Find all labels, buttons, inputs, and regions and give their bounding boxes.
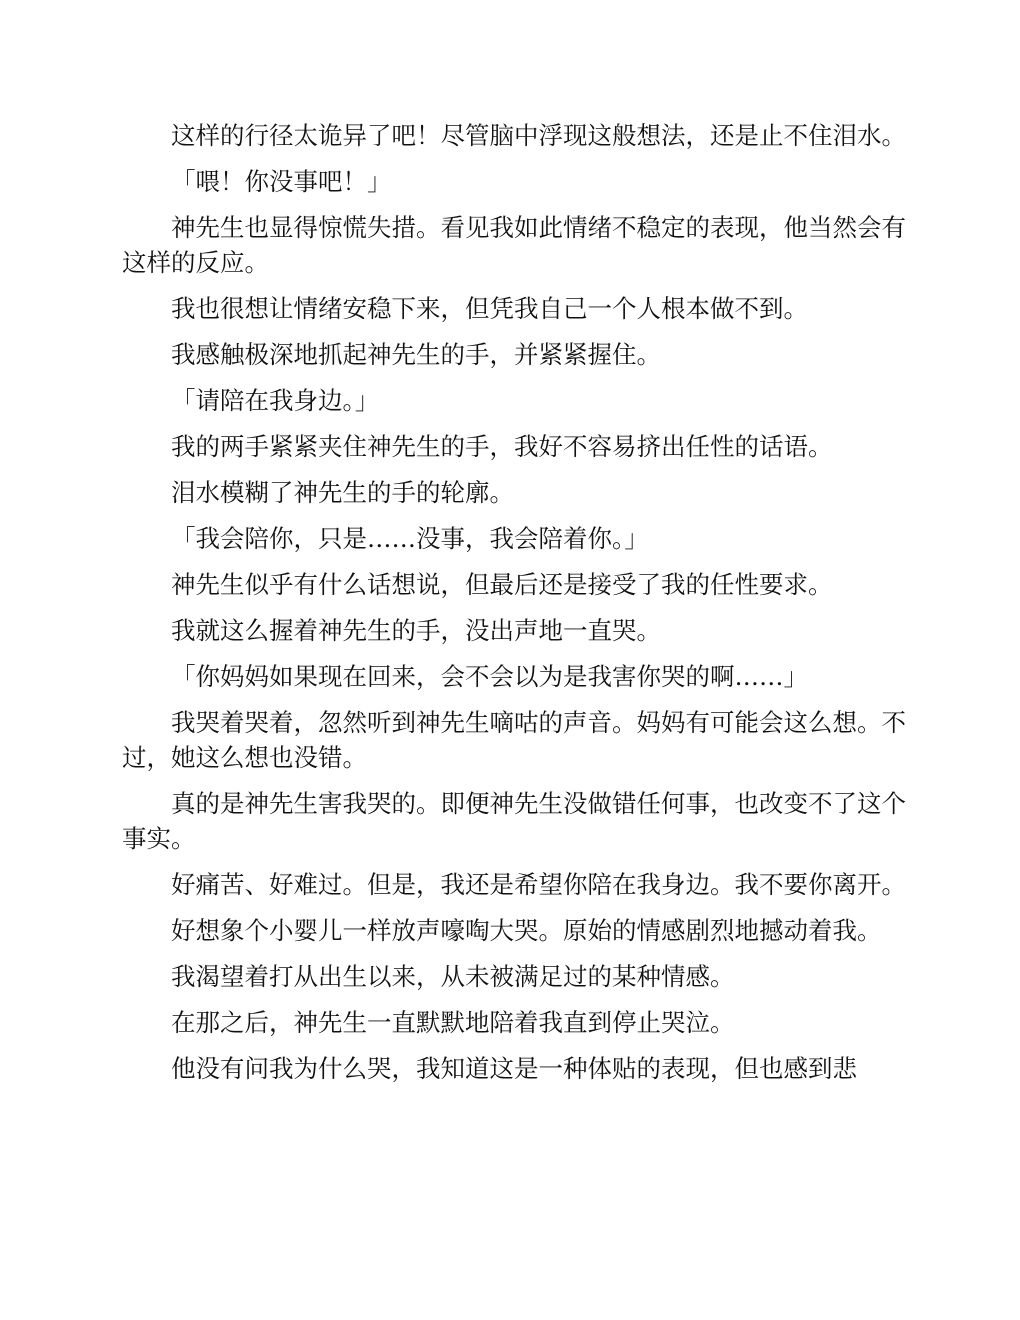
paragraph: 好痛苦、好难过。但是，我还是希望你陪在我身边。我不要你离开。: [171, 870, 906, 899]
paragraph: 我感触极深地抓起神先生的手，并紧紧握住。: [171, 340, 661, 369]
paragraph: 好想象个小婴儿一样放声嚎啕大哭。原始的情感剧烈地撼动着我。: [171, 916, 882, 945]
paragraph: 在那之后，神先生一直默默地陪着我直到停止哭泣。: [171, 1008, 735, 1037]
paragraph: 我的两手紧紧夹住神先生的手，我好不容易挤出任性的话语。: [171, 432, 833, 461]
paragraph: 「你妈妈如果现在回来，会不会以为是我害你哭的啊……」: [171, 662, 808, 691]
paragraph: 我也很想让情绪安稳下来，但凭我自己一个人根本做不到。: [171, 294, 808, 323]
paragraph: 神先生似乎有什么话想说，但最后还是接受了我的任性要求。: [171, 570, 833, 599]
paragraph: 他没有问我为什么哭，我知道这是一种体贴的表现，但也感到悲: [171, 1054, 857, 1083]
body-text: [122, 118, 912, 1097]
paragraph: 「喂！你没事吧！」: [171, 167, 392, 196]
paragraph: 我就这么握着神先生的手，没出声地一直哭。: [171, 616, 661, 645]
paragraph: 我渴望着打从出生以来，从未被满足过的某种情感。: [171, 962, 735, 991]
paragraph: 神先生也显得惊慌失措。看见我如此情绪不稳定的表现，他当然会有这样的反应。: [122, 213, 906, 277]
paragraph: 「我会陪你，只是……没事，我会陪着你。」: [171, 524, 649, 553]
paragraph: 我哭着哭着，忽然听到神先生嘀咕的声音。妈妈有可能会这么想。不过，她这么想也没错。: [122, 708, 906, 772]
paragraph: 泪水模糊了神先生的手的轮廓。: [171, 478, 514, 507]
paragraph: 真的是神先生害我哭的。即便神先生没做错任何事，也改变不了这个事实。: [122, 789, 906, 853]
paragraph: 这样的行径太诡异了吧！尽管脑中浮现这般想法，还是止不住泪水。: [171, 121, 906, 150]
paragraph: 「请陪在我身边。」: [171, 386, 380, 415]
